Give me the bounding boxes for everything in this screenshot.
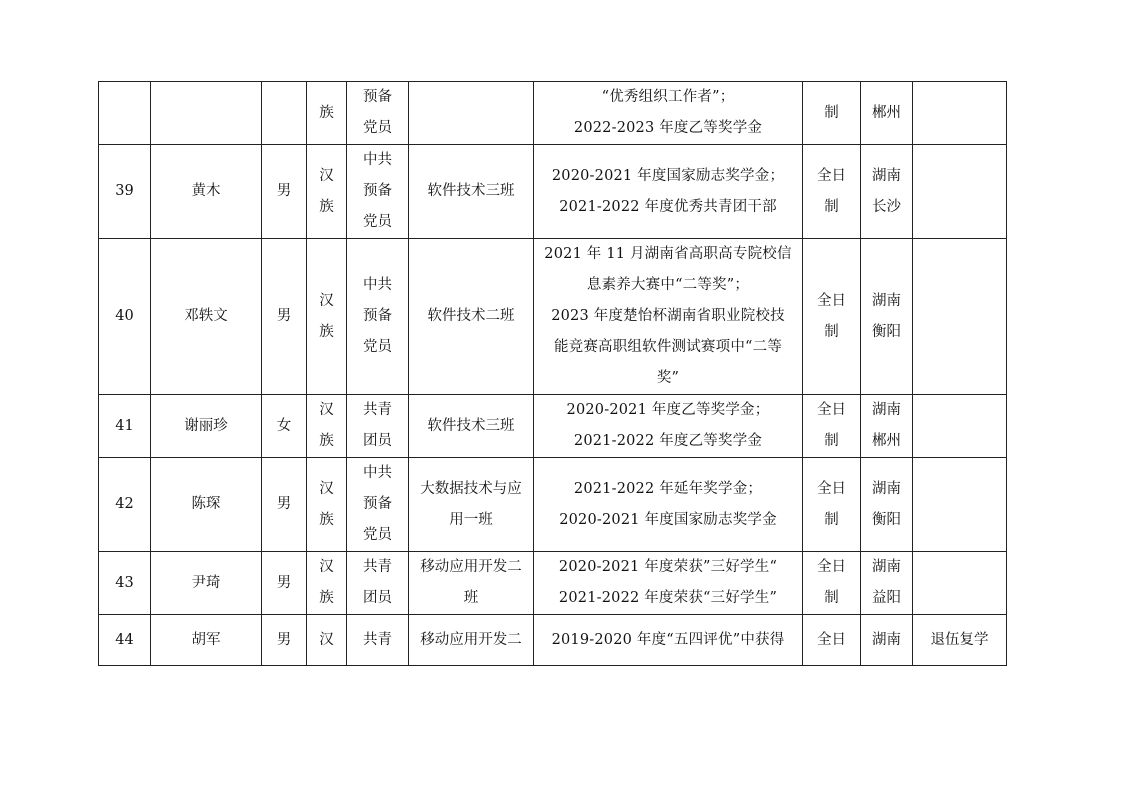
table-row xyxy=(99,395,1007,458)
cell-origin xyxy=(861,615,913,666)
cell-line: 预备 xyxy=(363,183,392,199)
cell-line: 湖南 xyxy=(872,292,901,309)
cell-remark xyxy=(913,145,1007,239)
cell-political xyxy=(347,82,409,145)
cell-line: 2021-2022 年延年奖学金； xyxy=(573,480,763,497)
cell-class xyxy=(409,615,534,666)
cell-ethnicity xyxy=(307,552,347,615)
cell-origin xyxy=(861,458,913,552)
cell-name: 胡军 xyxy=(151,615,262,666)
cell-awards xyxy=(534,82,803,145)
cell-line: 湖南 xyxy=(872,631,901,648)
cell-ethnicity xyxy=(307,239,347,395)
cell-line: 衡阳 xyxy=(872,323,901,340)
cell-origin xyxy=(861,239,913,395)
cell-line: 2019-2020 年度“五四评优”中获得 xyxy=(551,631,785,648)
cell-line: 全日 xyxy=(817,631,846,648)
cell-line: 汉 xyxy=(319,292,334,309)
cell-class xyxy=(409,82,534,145)
cell-line: 族 xyxy=(319,323,334,340)
cell-line: 预备 xyxy=(363,308,392,324)
cell-line: 全日 xyxy=(817,559,846,575)
cell-line: 党员 xyxy=(363,120,392,136)
cell-study xyxy=(803,615,861,666)
cell-gender: 男 xyxy=(262,552,307,615)
cell-line: 汉 xyxy=(319,167,334,184)
cell-line: 湖南 xyxy=(872,559,901,575)
cell-remark xyxy=(913,82,1007,145)
cell-line: 全日 xyxy=(817,402,846,418)
cell-origin xyxy=(861,552,913,615)
cell-line: 2020-2021 年度国家励志奖学金； xyxy=(551,167,785,184)
cell-gender xyxy=(262,82,307,145)
cell-line: 2021 年 11 月湖南省高职高专院校信 xyxy=(544,246,792,262)
cell-line: 湖南 xyxy=(872,480,901,497)
cell-line: 全日 xyxy=(817,480,846,497)
cell-awards xyxy=(534,239,803,395)
cell-line: 汉 xyxy=(319,480,334,497)
cell-line: 党员 xyxy=(363,339,392,355)
cell-line: 2020-2021 年度荣获”三好学生“ xyxy=(558,559,778,575)
cell-gender: 男 xyxy=(262,239,307,395)
table-row xyxy=(99,239,1007,395)
cell-class xyxy=(409,395,534,458)
cell-political xyxy=(347,239,409,395)
cell-line: 中共 xyxy=(363,465,392,481)
cell-line: 制 xyxy=(824,433,839,449)
cell-no: 40 xyxy=(99,239,151,395)
cell-awards xyxy=(534,395,803,458)
cell-line: 2020-2021 年度乙等奖学金； xyxy=(566,402,770,418)
cell-awards xyxy=(534,458,803,552)
cell-name xyxy=(151,82,262,145)
table-row xyxy=(99,82,1007,145)
cell-ethnicity xyxy=(307,458,347,552)
cell-remark: 退伍复学 xyxy=(913,615,1007,666)
cell-line: 团员 xyxy=(363,433,392,449)
cell-awards xyxy=(534,145,803,239)
cell-line: 软件技术三班 xyxy=(427,183,515,199)
cell-line: 2021-2022 年度荣获“三好学生” xyxy=(558,590,778,606)
cell-line: 预备 xyxy=(363,89,392,105)
cell-gender: 男 xyxy=(262,145,307,239)
cell-line: 族 xyxy=(319,433,334,449)
cell-line: 团员 xyxy=(363,590,392,606)
cell-study xyxy=(803,395,861,458)
cell-origin xyxy=(861,395,913,458)
cell-line: 共青 xyxy=(363,631,392,648)
cell-no xyxy=(99,82,151,145)
cell-line: 全日 xyxy=(817,167,846,184)
cell-line: 用一班 xyxy=(449,511,493,528)
cell-study xyxy=(803,82,861,145)
cell-study xyxy=(803,239,861,395)
cell-line: 共青 xyxy=(363,402,392,418)
cell-line: “优秀组织工作者”； xyxy=(601,89,735,105)
cell-no: 42 xyxy=(99,458,151,552)
cell-line: 软件技术三班 xyxy=(427,417,515,434)
cell-ethnicity xyxy=(307,82,347,145)
cell-origin xyxy=(861,82,913,145)
cell-line: 族 xyxy=(319,104,334,121)
cell-no: 39 xyxy=(99,145,151,239)
cell-political xyxy=(347,145,409,239)
table-row xyxy=(99,615,1007,666)
cell-class xyxy=(409,552,534,615)
cell-class xyxy=(409,145,534,239)
cell-remark xyxy=(913,552,1007,615)
cell-line: 族 xyxy=(319,198,334,215)
cell-line: 益阳 xyxy=(872,590,901,606)
cell-line: 制 xyxy=(824,104,839,121)
cell-line: 班 xyxy=(463,590,479,606)
cell-line: 汉 xyxy=(319,402,334,418)
cell-name: 尹琦 xyxy=(151,552,262,615)
cell-political xyxy=(347,458,409,552)
cell-gender: 女 xyxy=(262,395,307,458)
cell-awards xyxy=(534,552,803,615)
cell-line: 族 xyxy=(319,511,334,528)
cell-line: 党员 xyxy=(363,527,392,543)
cell-gender: 男 xyxy=(262,615,307,666)
cell-political xyxy=(347,552,409,615)
cell-line: 制 xyxy=(824,590,839,606)
cell-name: 邓轶文 xyxy=(151,239,262,395)
cell-line: 2022-2023 年度乙等奖学金 xyxy=(573,120,763,136)
cell-line: 族 xyxy=(319,590,334,606)
cell-line: 奖” xyxy=(656,370,680,386)
table-row xyxy=(99,145,1007,239)
cell-political xyxy=(347,395,409,458)
cell-line: 中共 xyxy=(363,277,392,293)
cell-line: 制 xyxy=(824,323,839,340)
cell-remark xyxy=(913,458,1007,552)
cell-line: 预备 xyxy=(363,496,392,512)
cell-no: 44 xyxy=(99,615,151,666)
cell-name: 黄木 xyxy=(151,145,262,239)
cell-ethnicity xyxy=(307,145,347,239)
cell-no: 43 xyxy=(99,552,151,615)
cell-line: 汉 xyxy=(319,559,334,575)
table-row xyxy=(99,458,1007,552)
cell-remark xyxy=(913,239,1007,395)
cell-remark xyxy=(913,395,1007,458)
cell-line: 移动应用开发二 xyxy=(420,631,522,648)
cell-line: 移动应用开发二 xyxy=(420,559,522,575)
cell-ethnicity xyxy=(307,615,347,666)
cell-line: 2023 年度楚怡杯湖南省职业院校技 xyxy=(551,308,785,324)
cell-study xyxy=(803,145,861,239)
cell-line: 中共 xyxy=(363,152,392,168)
cell-political xyxy=(347,615,409,666)
cell-line: 2020-2021 年度国家励志奖学金 xyxy=(559,511,777,528)
cell-line: 制 xyxy=(824,198,839,215)
cell-line: 郴州 xyxy=(872,433,901,449)
cell-line: 2021-2022 年度乙等奖学金 xyxy=(573,433,763,449)
cell-line: 大数据技术与应 xyxy=(420,480,522,497)
cell-line: 2021-2022 年度优秀共青团干部 xyxy=(559,198,777,215)
table-body xyxy=(99,82,1007,666)
cell-name: 陈琛 xyxy=(151,458,262,552)
cell-class xyxy=(409,458,534,552)
cell-no: 41 xyxy=(99,395,151,458)
cell-line: 郴州 xyxy=(872,104,901,121)
cell-ethnicity xyxy=(307,395,347,458)
cell-study xyxy=(803,552,861,615)
cell-line: 共青 xyxy=(363,559,392,575)
cell-line: 党员 xyxy=(363,214,392,230)
cell-study xyxy=(803,458,861,552)
table-row xyxy=(99,552,1007,615)
cell-line: 息素养大赛中“二等奖”； xyxy=(586,277,750,293)
cell-line: 衡阳 xyxy=(872,511,901,528)
cell-gender: 男 xyxy=(262,458,307,552)
cell-line: 长沙 xyxy=(872,198,901,215)
student-awards-table xyxy=(98,81,1007,666)
cell-line: 湖南 xyxy=(872,402,901,418)
cell-line: 汉 xyxy=(319,631,334,648)
cell-line: 能竞赛高职组软件测试赛项中“二等 xyxy=(553,339,783,355)
cell-awards xyxy=(534,615,803,666)
cell-name: 谢丽珍 xyxy=(151,395,262,458)
cell-line: 全日 xyxy=(817,292,846,309)
cell-class xyxy=(409,239,534,395)
cell-origin xyxy=(861,145,913,239)
cell-line: 制 xyxy=(824,511,839,528)
cell-line: 湖南 xyxy=(872,167,901,184)
cell-line: 软件技术二班 xyxy=(427,308,515,324)
